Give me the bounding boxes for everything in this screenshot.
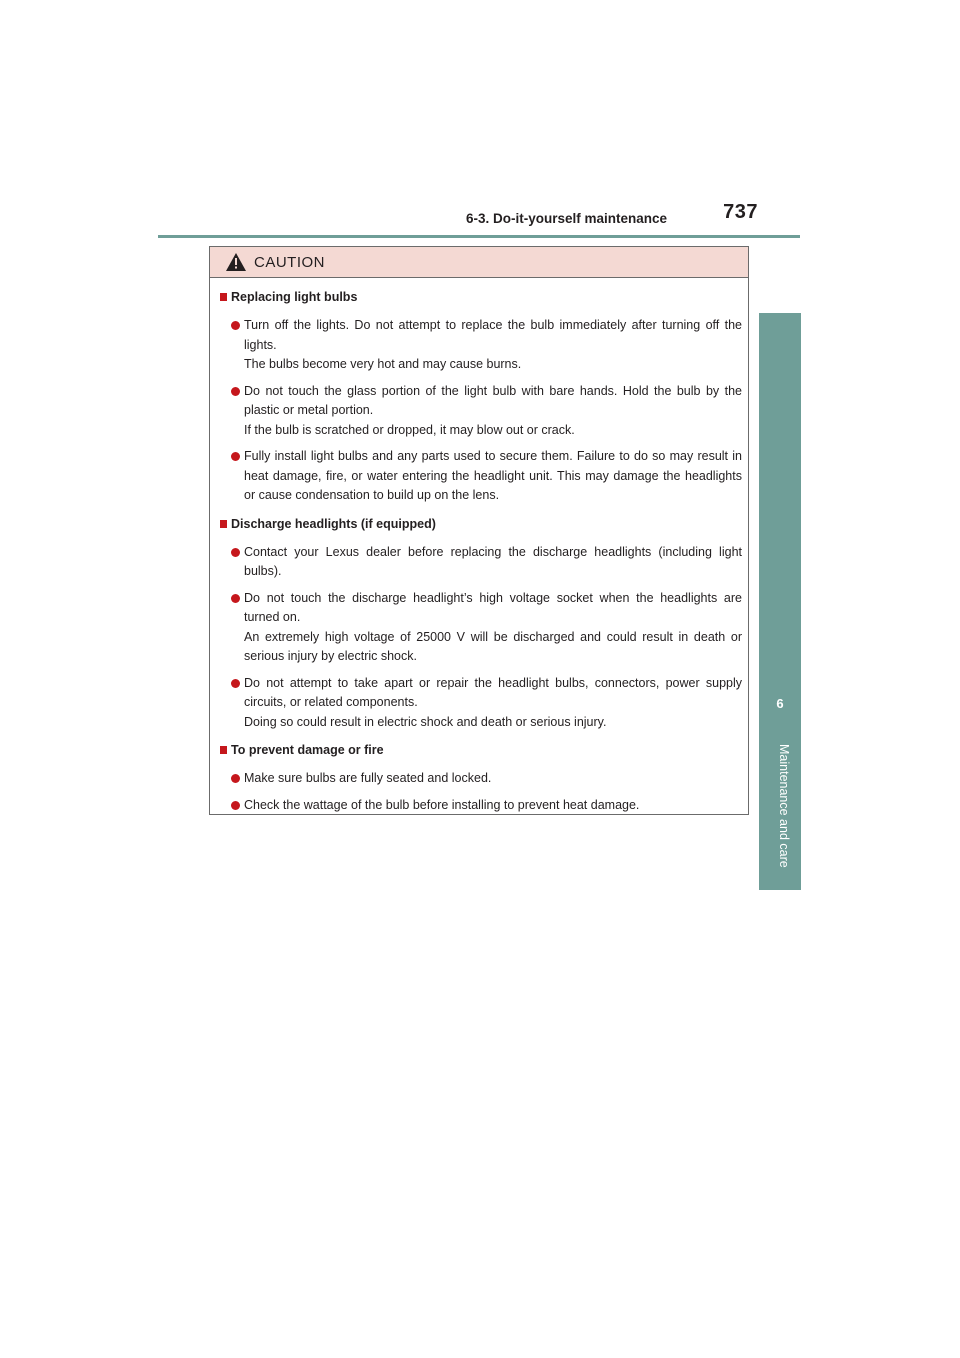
list-item xyxy=(231,674,742,733)
list-item xyxy=(231,316,742,375)
list-item-line: The bulbs become very hot and may cause burns. xyxy=(244,357,522,371)
list-item-text xyxy=(244,543,742,582)
list-item-text xyxy=(244,589,742,667)
caution-box xyxy=(209,246,749,815)
square-bullet-icon xyxy=(220,293,227,301)
page-number: 737 xyxy=(723,201,758,223)
bullet-dot-icon xyxy=(231,679,240,688)
chapter-title: Maintenance and care xyxy=(777,744,791,868)
list-item-line: Do not attempt to take apart or repair the headlight bulbs, connectors, power supply circuits, or related components. xyxy=(244,675,742,709)
section-heading-text: Discharge headlights (if equipped) xyxy=(231,516,436,531)
list-item-text xyxy=(244,674,742,733)
list-item-line: Doing so could result in electric shock and death or serious injury. xyxy=(244,714,607,729)
section-heading-text: Replacing light bulbs xyxy=(231,290,358,304)
list-item-line: An extremely high voltage of 25000 V will be discharged and could result in death or serious injury by electric shock. xyxy=(244,629,742,663)
list-item-line: Check the wattage of the bulb before installing to prevent heat damage. xyxy=(244,797,640,812)
chapter-side-tab xyxy=(759,313,801,890)
list-item xyxy=(231,769,742,789)
list-item-line: Fully install light bulbs and any parts used to secure them. Failure to do so may result in heat damage, fire, or water entering the headlight unit. This may damage the headlights or cause condensation to build up on the lens. xyxy=(244,449,742,502)
list-item-text xyxy=(244,316,742,375)
bullet-dot-icon xyxy=(231,548,240,557)
list-item xyxy=(231,589,742,667)
list-item-line: If the bulb is scratched or dropped, it may blow out or crack. xyxy=(244,422,575,437)
bullet-dot-icon xyxy=(231,321,240,330)
section-heading-text: To prevent damage or fire xyxy=(231,743,384,757)
page-header xyxy=(158,201,800,238)
square-bullet-icon xyxy=(220,520,227,528)
list-item-text xyxy=(244,769,742,789)
list-item-line: Contact your Lexus dealer before replacing the discharge headlights (including light bulbs). xyxy=(244,544,742,578)
list-item-line: Do not touch the discharge headlight’s high voltage socket when the headlights are turned on. xyxy=(244,590,742,624)
caution-header xyxy=(210,247,748,278)
list-item-line: Make sure bulbs are fully seated and locked. xyxy=(244,771,492,785)
list-item-text xyxy=(244,447,742,506)
list-item-text xyxy=(244,382,742,441)
bullet-dot-icon xyxy=(231,452,240,461)
list-item xyxy=(231,382,742,441)
section-heading xyxy=(220,743,742,757)
list-item xyxy=(231,543,742,582)
bullet-dot-icon xyxy=(231,801,240,810)
bullet-dot-icon xyxy=(231,387,240,396)
bullet-dot-icon xyxy=(231,594,240,603)
section-heading xyxy=(220,290,742,304)
section-title: 6-3. Do-it-yourself maintenance xyxy=(465,211,667,226)
warning-triangle-icon xyxy=(226,253,246,271)
caution-content xyxy=(210,278,748,826)
list-item xyxy=(231,796,742,816)
chapter-number: 6 xyxy=(776,696,784,711)
section-heading xyxy=(220,517,742,531)
list-item-line: Turn off the lights. Do not attempt to replace the bulb immediately after turning off the lights. xyxy=(244,318,742,352)
bullet-dot-icon xyxy=(231,774,240,783)
list-item-text xyxy=(244,796,742,816)
square-bullet-icon xyxy=(220,746,227,754)
caution-label: CAUTION xyxy=(254,253,325,271)
list-item-line: Do not touch the glass portion of the light bulb with bare hands. Hold the bulb by the plastic or metal portion. xyxy=(244,383,742,417)
list-item xyxy=(231,447,742,506)
